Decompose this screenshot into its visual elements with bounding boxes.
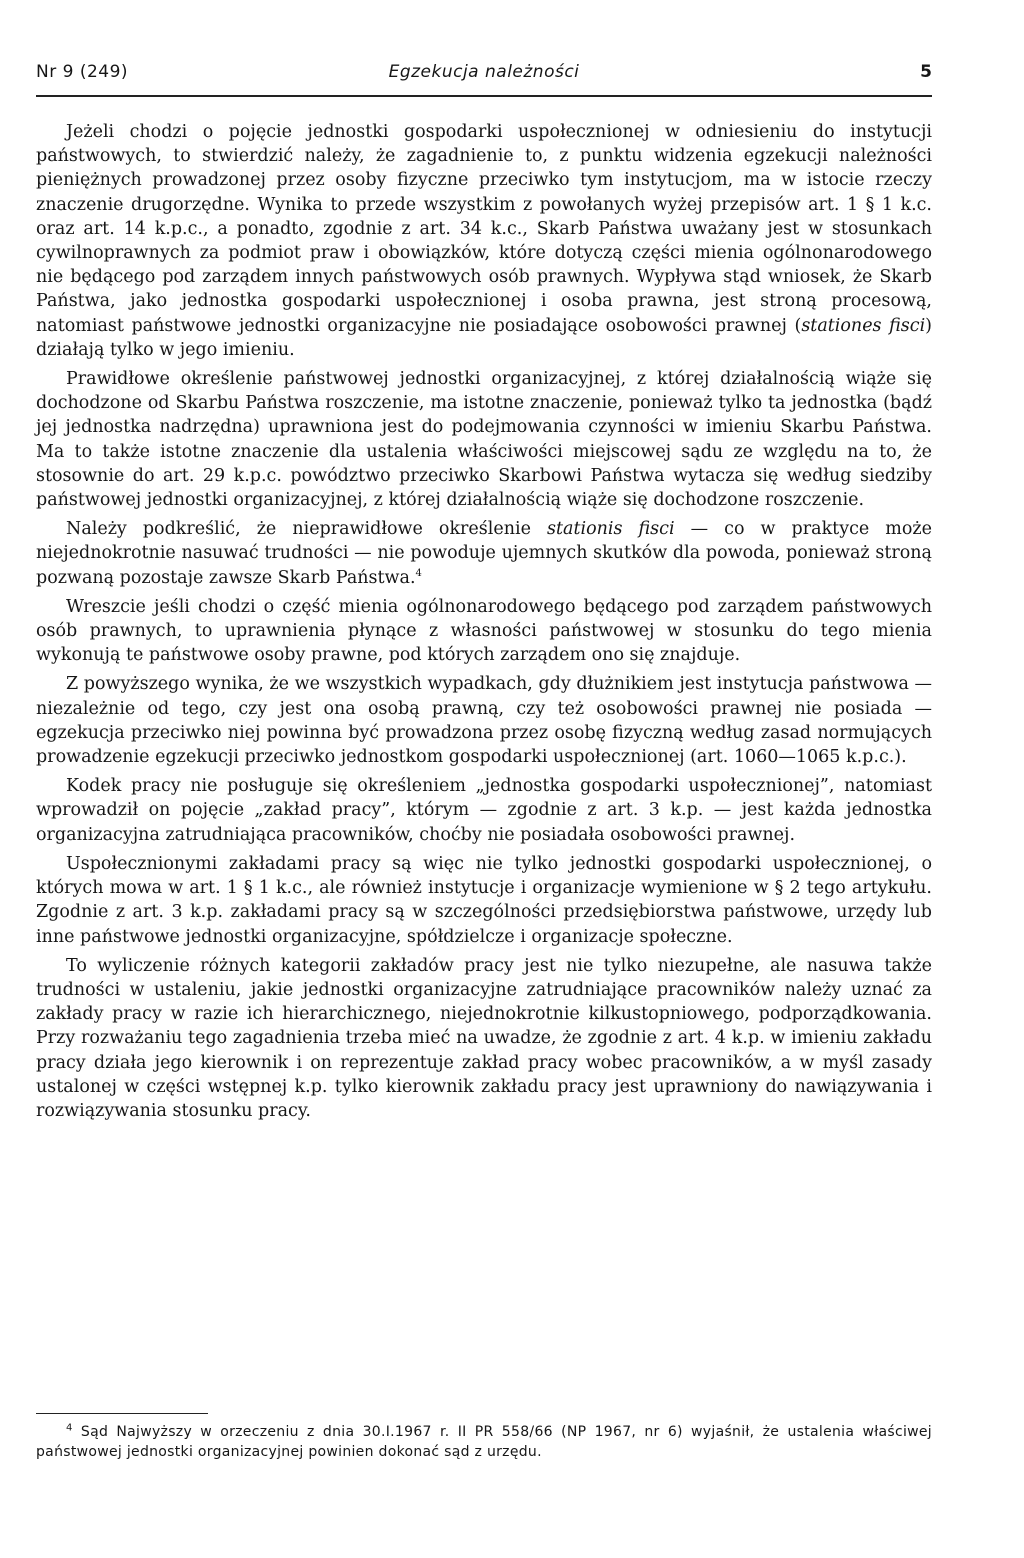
running-header <box>36 62 932 90</box>
paragraph: Kodek pracy nie posługuje się określeniem „jednostka gospodarki uspołecznionej”, natomiast wprowadził on pojęcie „zakład pracy”, którym — zgodnie z art. 3 k.p. — jest każda jednostka organizacyjna zatrudniająca pracowników, choćby nie posiadała osobowości prawnej. <box>36 776 932 845</box>
paragraph: To wyliczenie różnych kategorii zakładów pracy jest nie tylko niezupełne, ale nasuwa także trudności w ustaleniu, jakie jednostki organizacyjne zatrudniające pracowników należy uznać za zakłady pracy w razie ich hierarchicznego, niejednokrotnie kilkustopniowego, podporządkowania. Przy rozważaniu tego zagadnienia trzeba mieć na uwadze, że zgodnie z art. 4 k.p. w imieniu zakładu pracy działa jego kierownik i on reprezentuje zakład pracy wobec pracowników, a w myśl zasady ustalonej w części wstępnej k.p. tylko kierownik zakładu pracy jest uprawniony do nawiązywania i rozwiązywania stosunku pracy. <box>36 955 932 1121</box>
latin-term: stationis fisci <box>547 519 675 540</box>
paragraph: Jeżeli chodzi o pojęcie jednostki gospodarki uspołecznionej w odniesieniu do instytucji państwowych, to stwierdzić należy, że zagadnienie to, z punktu widzenia egzekucji należności pieniężnych prowadzonej przez osoby fizyczne przeciwko tym instytucjom, ma w istocie rzeczy znaczenie drugorzędne. Wynika to przede wszystkim z powołanych wyżej przepisów art. 1 § 1 k.c. oraz art. 14 k.p.c., a ponadto, zgodnie z art. 34 k.c., Skarb Państwa uważany jest w stosunkach cywilnoprawnych za podmiot praw i obowiązków, które dotyczą części mienia ogólnonarodowego nie będącego pod zarządem innych państwowych osób prawnych. Wypływa stąd wniosek, że Skarb Państwa, jako jednostka gospodarki uspołecznionej i osoba prawna, jest stroną procesową, natomiast państwowe jednostki organizacyjne nie posiadające osobowości prawnej (stationes fisci) działają tylko w jego imieniu. <box>36 122 932 360</box>
paragraph: Należy podkreślić, że nieprawidłowe określenie stationis fisci — co w praktyce może niejednokrotnie nasuwać trudności — nie powoduje ujemnych skutków dla powoda, ponieważ stroną pozwaną pozostaje zawsze Skarb Państwa.$^4$ <box>36 519 932 588</box>
footnote-marker: 4 <box>66 1422 73 1434</box>
footnote-text: Sąd Najwyższy w orzeczeniu z dnia 30.I.1967 r. II PR 558/66 (NP 1967, nr 6) wyjaśnił, że ustalenia właściwej państwowej jednostki organizacyjnej powinien dokonać sąd z urzędu. <box>36 1424 932 1460</box>
issue-number: Nr 9 (249) <box>36 62 129 82</box>
footnote-reference: 4 <box>415 567 422 579</box>
page-number: 5 <box>920 62 932 82</box>
paragraph: Wreszcie jeśli chodzi o część mienia ogólnonarodowego będącego pod zarządem państwowych osób prawnych, to uprawnienia płynące z własności państwowej w stosunku do tego mienia wykonują te państwowe osoby prawne, pod których zarządem ono się znajduje. <box>36 596 932 666</box>
body-text <box>36 120 932 1128</box>
paragraph: Z powyższego wynika, że we wszystkich wypadkach, gdy dłużnikiem jest instytucja państwowa — niezależnie od tego, czy jest ona osobą prawną, czy też osobowości prawnej nie posiada — egzekucja przeciwko niej powinna być prowadzona przez osobę fizyczną według zasad normujących prowadzenie egzekucji przeciwko jednostkom gospodarki uspołecznionej (art. 1060—1065 k.p.c.). <box>36 674 932 768</box>
footnote <box>36 1422 932 1462</box>
latin-term: stationes fisci <box>801 315 926 336</box>
running-title: Egzekucja należności <box>388 62 580 82</box>
paragraph: Prawidłowe określenie państwowej jednostki organizacyjnej, z której działalnością wiąże się dochodzone od Skarbu Państwa roszczenie, ma istotne znaczenie, ponieważ tylko ta jednostka (bądź jej jednostka nadrzędna) uprawniona jest do podejmowania czynności w imieniu Skarbu Państwa. Ma to także istotne znaczenie dla ustalenia właściwości miejscowej sądu ze względu na to, że stosownie do art. 29 k.p.c. powództwo przeciwko Skarbowi Państwa wytacza się według siedziby państwowej jednostki organizacyjnej, z której działalnością wiąże się dochodzone roszczenie. <box>36 369 932 511</box>
header-rule <box>36 95 932 97</box>
footnote-rule <box>36 1413 208 1414</box>
paragraph: Uspołecznionymi zakładami pracy są więc nie tylko jednostki gospodarki uspołecznionej, o których mowa w art. 1 § 1 k.c., ale również instytucje i organizacje wymienione w § 2 tego artykułu. Zgodnie z art. 3 k.p. zakładami pracy są w szczególności przedsiębiorstwa państwowe, urzędy lub inne państwowe jednostki organizacyjne, spółdzielcze i organizacje społeczne. <box>36 853 932 947</box>
